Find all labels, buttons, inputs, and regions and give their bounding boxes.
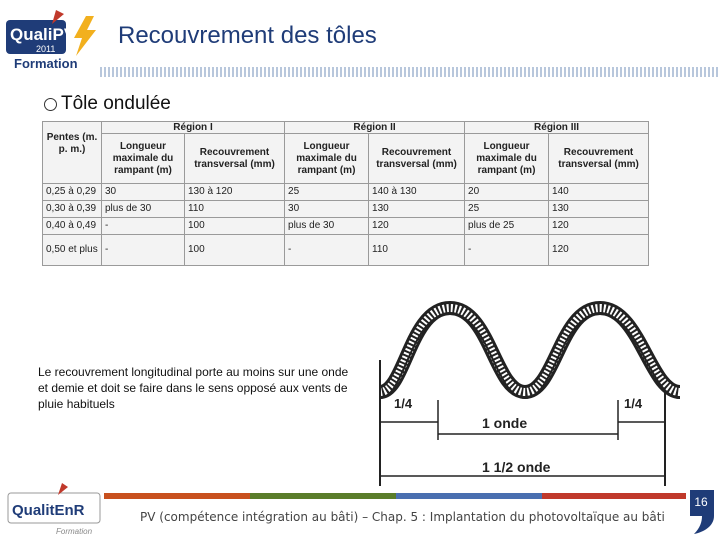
qualitenr-formation-logo: [6, 483, 102, 537]
table-cell: 120: [549, 235, 649, 266]
table-cell: 140 à 130: [369, 184, 465, 201]
footer-color-bar: [104, 493, 686, 499]
one-half-wave-label: 1 1/2 onde: [482, 459, 551, 475]
table-cell: 100: [185, 235, 285, 266]
overlap-header: Recouvrement transversal (mm): [549, 134, 649, 184]
table-row: [43, 235, 649, 266]
circle-bullet-icon: [44, 98, 57, 111]
table-cell: -: [102, 218, 185, 235]
logo-brand-text: QualiPV: [10, 25, 76, 44]
length-header: Longueur maximale du rampant (m): [465, 134, 549, 184]
one-wave-label: 1 onde: [482, 415, 528, 431]
footer-bar-segment: [542, 493, 686, 499]
qualipv-formation-logo: [6, 6, 102, 72]
overlap-note: Le recouvrement longitudinal porte au moins sur une onde et demie et doit se faire dans le sens opposé aux vents de pluie habituels: [38, 365, 349, 411]
table-cell: 0,50 et plus: [43, 235, 102, 266]
table-row: [43, 184, 649, 201]
table-cell: 140: [549, 184, 649, 201]
lower-sheet-wave: [380, 308, 680, 392]
overlap-table: [42, 121, 649, 266]
bullet-text: Tôle ondulée: [61, 93, 171, 114]
table-cell: 120: [369, 218, 465, 235]
logo-year-text: 2011: [36, 44, 56, 54]
table-cell: 130: [549, 201, 649, 218]
table-cell: 130: [369, 201, 465, 218]
footer-bar-segment: [396, 493, 542, 499]
logo-sub-text: Formation: [14, 56, 78, 71]
quarter-right-label: 1/4: [624, 396, 643, 411]
table-cell: 30: [285, 201, 369, 218]
title-underline-bar: [100, 67, 720, 77]
table-cell: 25: [285, 184, 369, 201]
region-1-header: Région I: [102, 122, 285, 134]
table-cell: 100: [185, 218, 285, 235]
table-cell: 110: [185, 201, 285, 218]
table-cell: 20: [465, 184, 549, 201]
footer-text: PV (compétence intégration au bâti) – Chap. 5 : Implantation du photovoltaïque au bâti: [140, 510, 665, 524]
corrugated-sheet-diagram: [360, 300, 690, 486]
overlap-table-container: [42, 121, 648, 266]
region-2-header: Région II: [285, 122, 465, 134]
table-cell: plus de 30: [102, 201, 185, 218]
table-cell: 0,30 à 0,39: [43, 201, 102, 218]
table-cell: 130 à 120: [185, 184, 285, 201]
table-row: [43, 218, 649, 235]
length-header: Longueur maximale du rampant (m): [285, 134, 369, 184]
table-cell: 0,25 à 0,29: [43, 184, 102, 201]
table-row: [43, 201, 649, 218]
page-title: Recouvrement des tôles: [118, 22, 377, 49]
table-cell: 110: [369, 235, 465, 266]
table-cell: 30: [102, 184, 185, 201]
table-cell: -: [102, 235, 185, 266]
table-cell: 0,40 à 0,49: [43, 218, 102, 235]
footer-bar-segment: [250, 493, 396, 499]
table-cell: plus de 25: [465, 218, 549, 235]
table-cell: -: [465, 235, 549, 266]
table-cell: -: [285, 235, 369, 266]
pentes-header: Pentes (m. p. m.): [43, 122, 102, 184]
bullet-item: [44, 93, 171, 115]
table-cell: 120: [549, 218, 649, 235]
region-3-header: Région III: [465, 122, 649, 134]
table-cell: plus de 30: [285, 218, 369, 235]
overlap-header: Recouvrement transversal (mm): [185, 134, 285, 184]
footer-logo-brand: QualitEnR: [12, 502, 85, 519]
footer-logo-sub: Formation: [56, 527, 93, 536]
footer-bar-segment: [104, 493, 250, 499]
quarter-left-label: 1/4: [394, 396, 413, 411]
length-header: Longueur maximale du rampant (m): [102, 134, 185, 184]
page-number: 16: [694, 495, 708, 509]
table-cell: 25: [465, 201, 549, 218]
lightning-icon: [74, 16, 96, 56]
overlap-header: Recouvrement transversal (mm): [369, 134, 465, 184]
